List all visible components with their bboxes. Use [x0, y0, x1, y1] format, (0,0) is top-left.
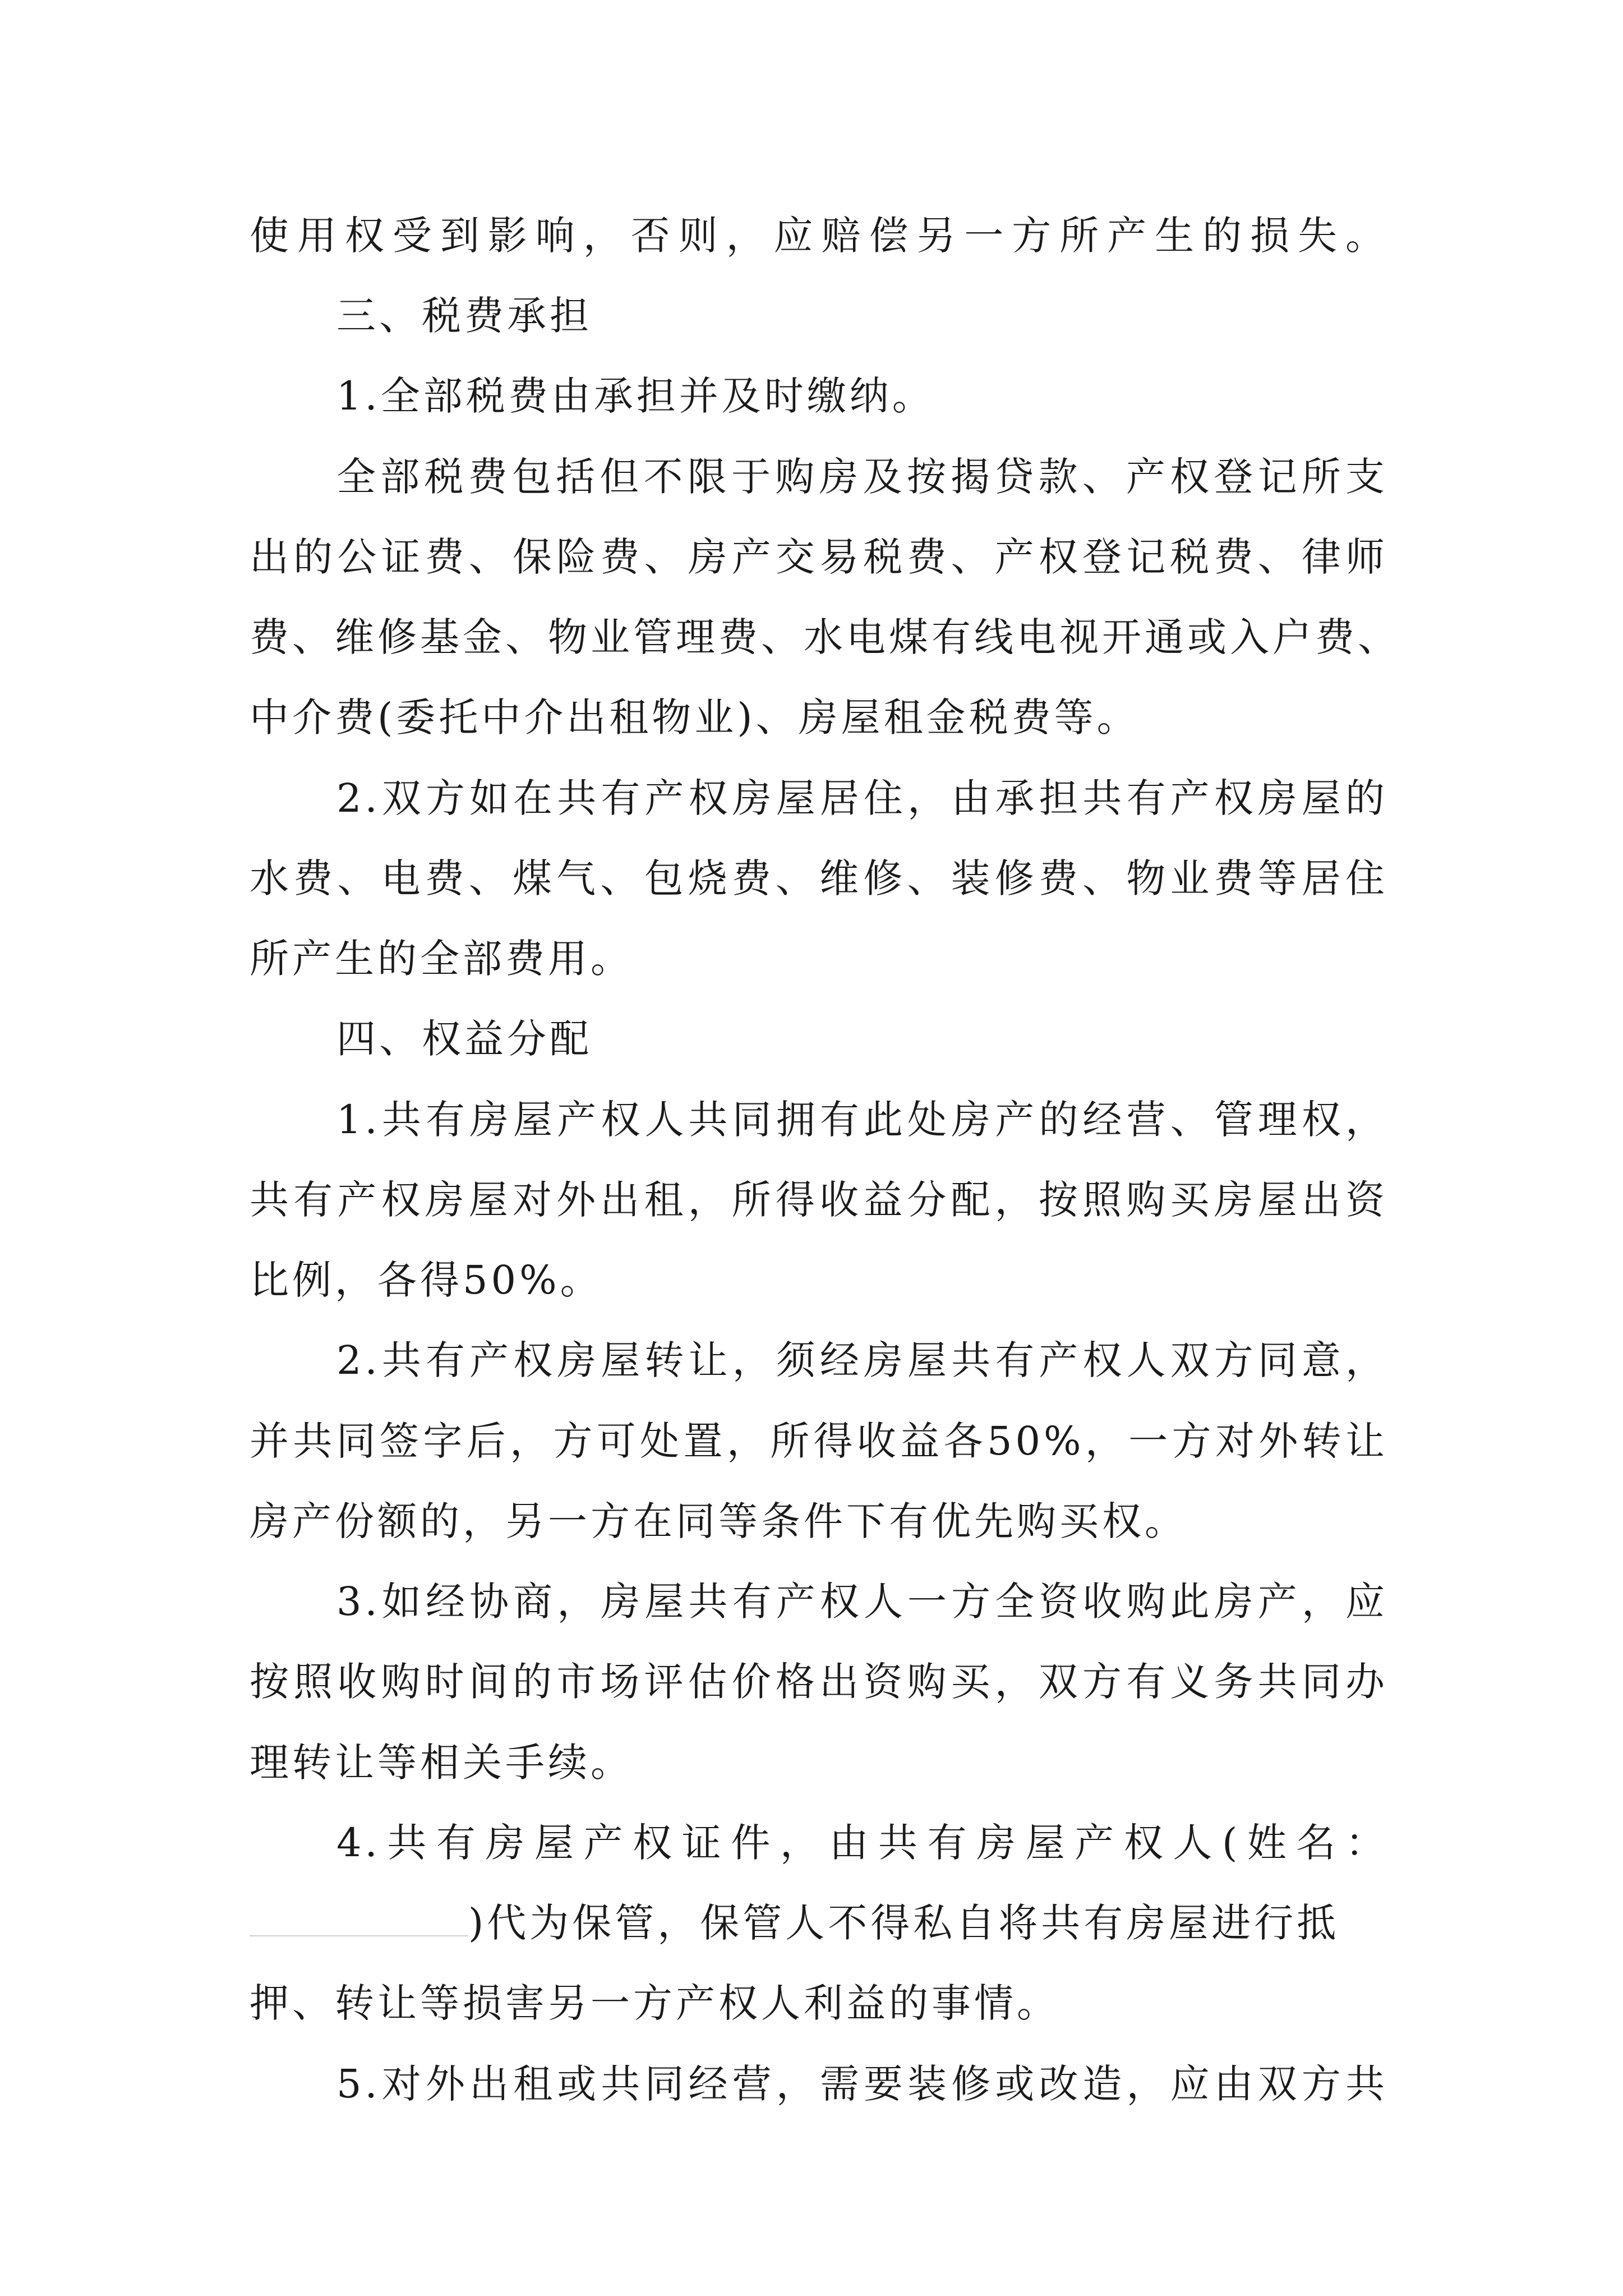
paragraph-line: 1.全部税费由承担并及时缴纳。 — [336, 373, 935, 419]
paragraph-line: 按照收购时间的市场评估价格出资购买，双方有义务共同办 — [250, 1659, 1388, 1705]
section-heading: 三、税费承担 — [336, 293, 592, 339]
section-heading: 四、权益分配 — [336, 1016, 592, 1062]
paragraph-line: 费、维修基金、物业管理费、水电煤有线电视开通或入户费、 — [250, 614, 1400, 660]
paragraph-line: 使用权受到影响，否则，应赔偿另一方所产生的损失。 — [250, 213, 1388, 259]
paragraph-line: 1.共有房屋产权人共同拥有此处房产的经营、管理权， — [336, 1097, 1388, 1143]
paragraph-line: 并共同签字后，方可处置，所得收益各50%，一方对外转让 — [250, 1418, 1388, 1464]
paragraph-line: 中介费(委托中介出租物业)、房屋租金税费等。 — [250, 694, 1140, 740]
paragraph-line: 押、转让等损害另一方产权人利益的事情。 — [250, 1980, 1059, 2026]
paragraph-line: 共有产权房屋对外出租，所得收益分配，按照购买房屋出资 — [250, 1177, 1388, 1223]
paragraph-line: 5.对外出租或共同经营，需要装修或改造，应由双方共 — [336, 2061, 1388, 2107]
paragraph-line: 房产份额的，另一方在同等条件下有优先购买权。 — [250, 1498, 1187, 1544]
paragraph-line: 所产生的全部费用。 — [250, 936, 633, 982]
paragraph-line: 2.双方如在共有产权房屋居住，由承担共有产权房屋的 — [336, 775, 1388, 821]
paragraph-line: 3.如经协商，房屋共有产权人一方全资收购此房产，应 — [336, 1579, 1388, 1625]
paragraph-line-text: )代为保管，保管人不得私自将共有房屋进行抵 — [468, 1900, 1340, 1946]
paragraph-line: 出的公证费、保险费、房产交易税费、产权登记税费、律师 — [250, 534, 1388, 580]
paragraph-line: 水费、电费、煤气、包烧费、维修、装修费、物业费等居住 — [250, 855, 1388, 901]
paragraph-line: 4.共有房屋产权证件，由共有房屋产权人(姓名： — [336, 1820, 1388, 1866]
name-blank-underline — [250, 1896, 468, 1936]
paragraph-line: 全部税费包括但不限于购房及按揭贷款、产权登记所支 — [336, 454, 1388, 500]
paragraph-line-with-blank — [250, 1884, 1388, 1962]
paragraph-line: 理转让等相关手续。 — [250, 1740, 633, 1786]
paragraph-line: 2.共有产权房屋转让，须经房屋共有产权人双方同意， — [336, 1337, 1388, 1383]
paragraph-line: 比例，各得50%。 — [250, 1257, 603, 1303]
